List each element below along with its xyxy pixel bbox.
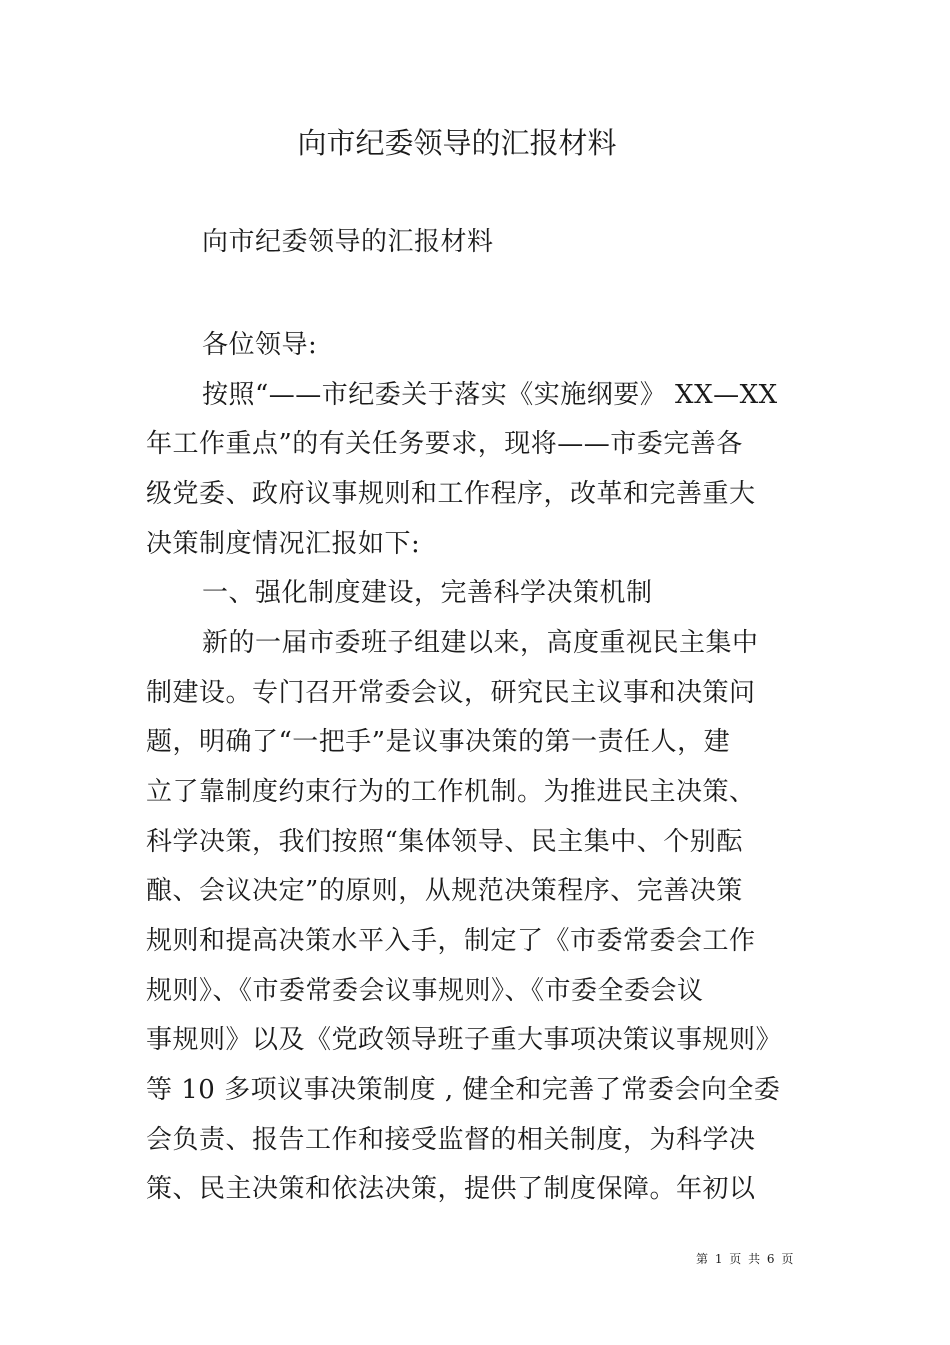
document-title: 向市纪委领导的汇报材料 <box>297 126 617 160</box>
paragraph-line: 按照“——市纪委关于落实《实施纲要》 XX—XX <box>202 380 778 410</box>
paragraph-line: 会负责、报告工作和接受监督的相关制度，为科学决 <box>146 1125 756 1155</box>
paragraph-line: 年工作重点”的有关任务要求，现将——市委完善各 <box>146 429 743 459</box>
paragraph-line: 新的一届市委班子组建以来，高度重视民主集中 <box>202 628 759 658</box>
paragraph-line: 决策制度情况汇报如下: <box>146 529 421 559</box>
paragraph-line: 题，明确了“一把手”是议事决策的第一责任人，建 <box>146 727 731 757</box>
paragraph-line: 规则》、《市委常委会议事规则》、《市委全委会议 <box>146 976 704 1006</box>
section-heading: 一、强化制度建设，完善科学决策机制 <box>202 578 653 608</box>
paragraph-line: 策、民主决策和依法决策，提供了制度保障。年初以 <box>146 1174 756 1204</box>
paragraph-line: 酿、会议决定”的原则，从规范决策程序、完善决策 <box>146 876 743 906</box>
page-footer: 第 1 页 共 6 页 <box>696 1252 794 1266</box>
paragraph-line: 立了靠制度约束行为的工作机制。为推进民主决策、 <box>146 777 756 807</box>
paragraph-line: 等 10 多项议事决策制度 , 健全和完善了常委会向全委 <box>146 1075 781 1105</box>
paragraph-line: 科学决策，我们按照“集体领导、民主集中、个别酝 <box>146 827 743 857</box>
paragraph-line: 事规则》以及《党政领导班子重大事项决策议事规则》 <box>146 1025 783 1055</box>
document-subtitle: 向市纪委领导的汇报材料 <box>202 227 494 257</box>
salutation: 各位领导: <box>202 330 318 360</box>
paragraph-line: 级党委、政府议事规则和工作程序，改革和完善重大 <box>146 479 756 509</box>
paragraph-line: 制建设。专门召开常委会议，研究民主议事和决策问 <box>146 678 756 708</box>
paragraph-line: 规则和提高决策水平入手，制定了《市委常委会工作 <box>146 926 756 956</box>
